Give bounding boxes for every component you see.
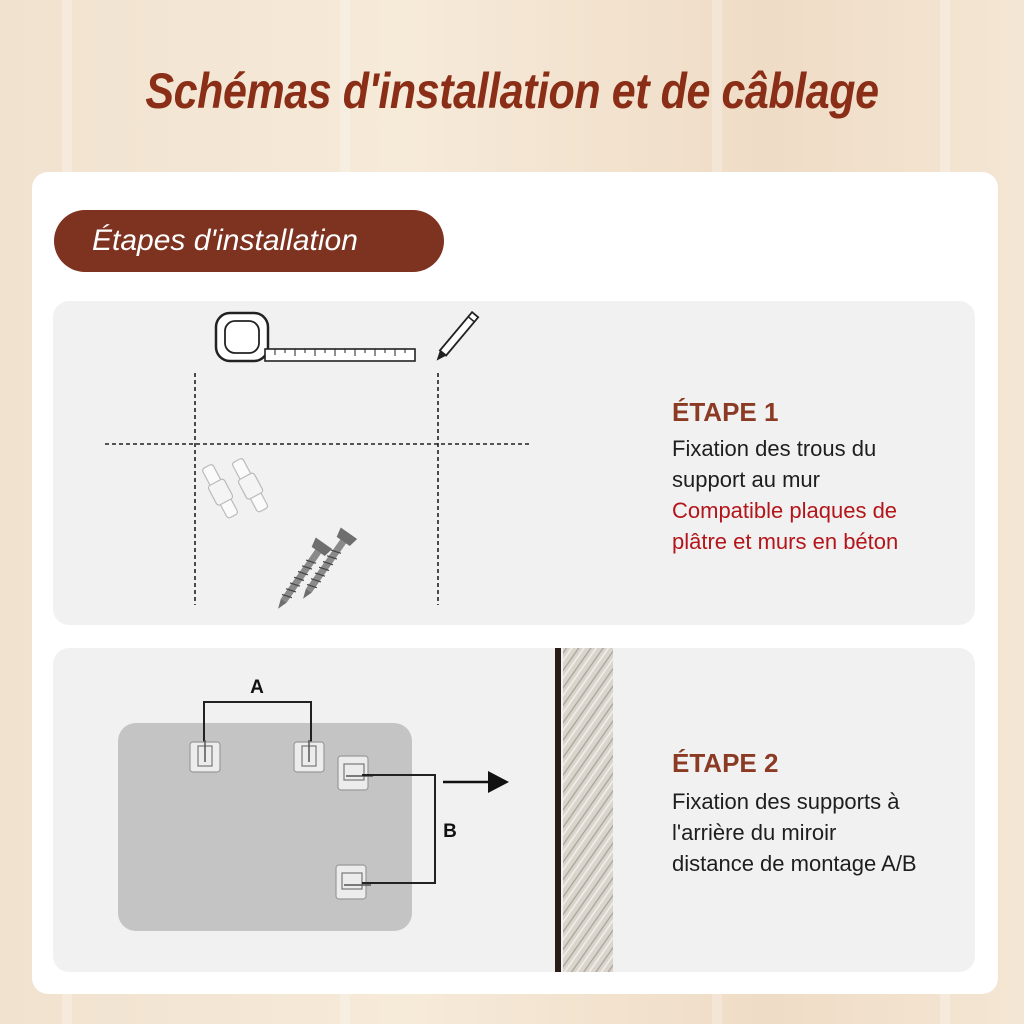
step1-line: Fixation des trous du bbox=[672, 436, 877, 461]
label-a: A bbox=[250, 677, 264, 698]
step1-note: Compatible plaques de bbox=[672, 498, 898, 523]
mirror-edge bbox=[555, 648, 561, 972]
bracket-icon bbox=[294, 740, 324, 772]
mirror-back bbox=[118, 723, 412, 931]
label-b: B bbox=[443, 821, 457, 842]
step2-line: l'arrière du miroir bbox=[672, 820, 837, 845]
step1-description bbox=[672, 433, 898, 557]
step1-note: plâtre et murs en béton bbox=[672, 529, 899, 554]
step2-line: distance de montage A/B bbox=[672, 851, 917, 876]
section-label bbox=[54, 210, 444, 272]
page-title: Schémas d'installation et de câblage bbox=[145, 63, 879, 119]
step2-line: Fixation des supports à bbox=[672, 789, 900, 814]
arrow-right-icon bbox=[443, 771, 509, 793]
step2-title: ÉTAPE 2 bbox=[672, 748, 779, 778]
bracket-icon bbox=[190, 740, 220, 772]
wall-anchor-icon bbox=[199, 456, 271, 520]
wall-section bbox=[563, 648, 613, 972]
step1-line: support au mur bbox=[672, 467, 820, 492]
step2-diagram bbox=[53, 648, 633, 972]
step1-title: ÉTAPE 1 bbox=[672, 397, 779, 427]
section-label-text: Étapes d'installation bbox=[92, 224, 358, 257]
screw-icon bbox=[270, 527, 357, 614]
tape-measure-icon bbox=[216, 313, 415, 361]
pencil-icon bbox=[434, 312, 479, 363]
step2-description bbox=[672, 786, 917, 879]
step1-diagram bbox=[53, 301, 613, 625]
bracket-icon bbox=[338, 756, 373, 790]
